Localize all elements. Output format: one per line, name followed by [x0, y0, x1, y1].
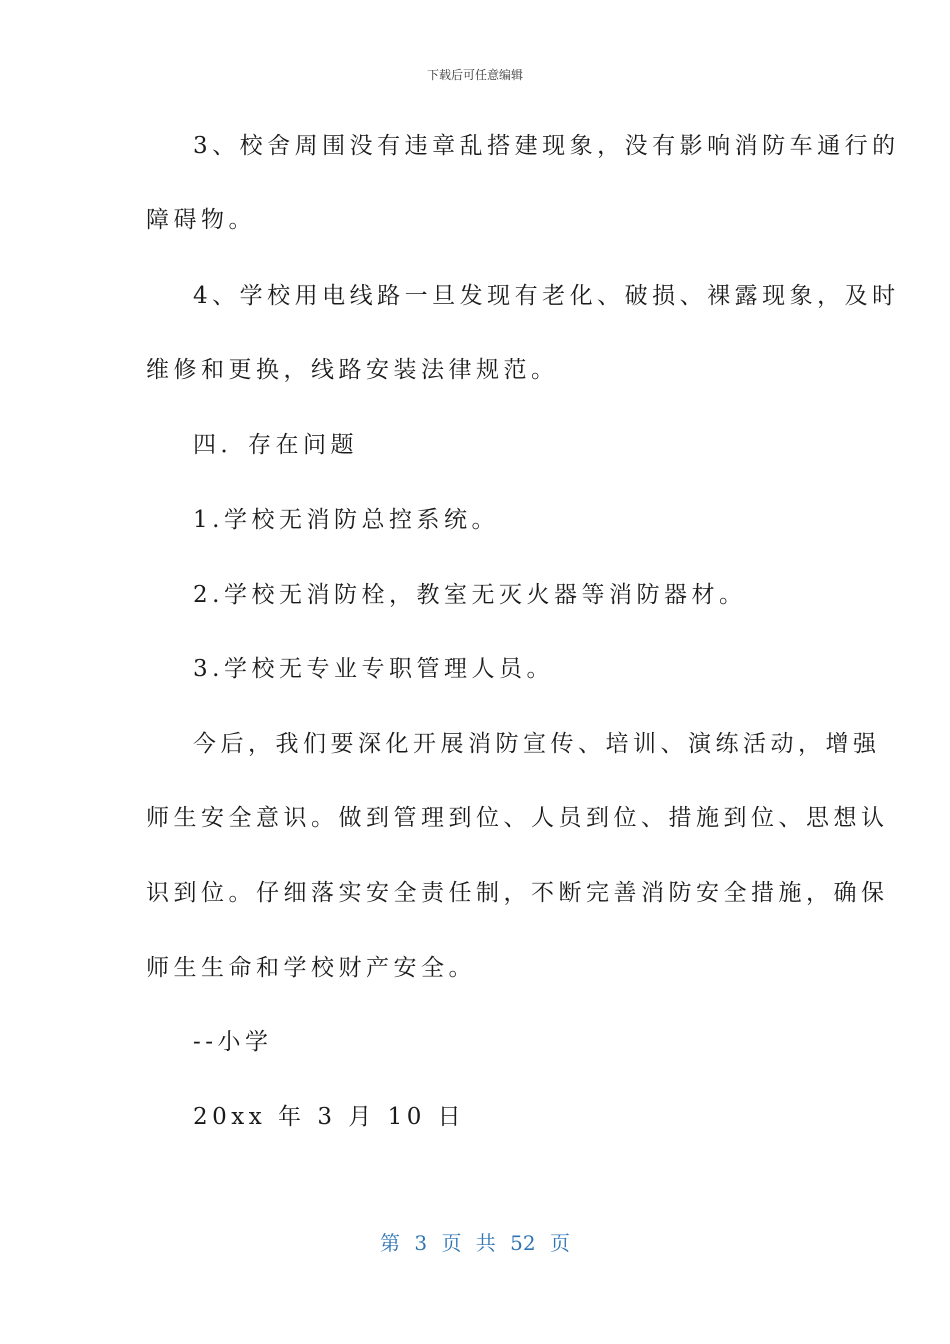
paragraph-line: 今后，我们要深化开展消防宣传、培训、演练活动，增强: [193, 731, 881, 757]
signature-line: --小学: [193, 1029, 273, 1055]
paragraph-line: 识到位。仔细落实安全责任制，不断完善消防安全措施，确保: [146, 880, 889, 906]
paragraph-line: 师生生命和学校财产安全。: [146, 955, 476, 981]
date-line: 20xx 年 3 月 10 日: [193, 1104, 466, 1130]
header-note: 下载后可任意编辑: [426, 68, 523, 82]
paragraph-line: 维修和更换，线路安装法律规范。: [146, 357, 559, 383]
section-heading: 四．存在问题: [193, 432, 358, 458]
list-item: 2.学校无消防栓，教室无灭火器等消防器材。: [193, 582, 747, 608]
paragraph-line: 3、校舍周围没有违章乱搭建现象，没有影响消防车通行的: [193, 133, 900, 159]
paragraph-line: 4、学校用电线路一旦发现有老化、破损、裸露现象，及时: [193, 283, 900, 309]
list-item: 3.学校无专业专职管理人员。: [193, 656, 554, 682]
paragraph-line: 师生安全意识。做到管理到位、人员到位、措施到位、思想认: [146, 805, 889, 831]
list-item: 1.学校无消防总控系统。: [193, 507, 499, 533]
paragraph-line: 障碍物。: [146, 207, 256, 233]
page-number: 第 3 页 共 52 页: [380, 1231, 570, 1255]
